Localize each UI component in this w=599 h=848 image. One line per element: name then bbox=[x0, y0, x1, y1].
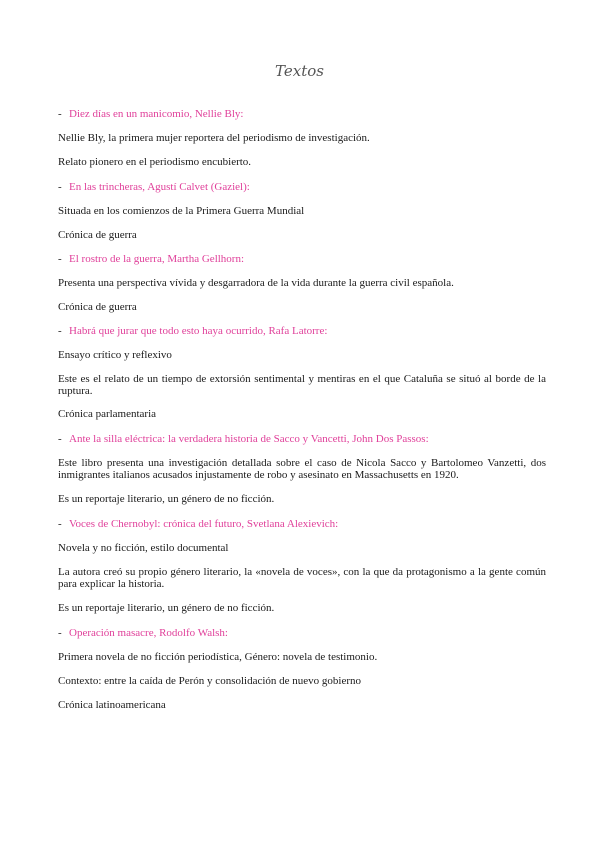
entry-heading-text: Ante la silla eléctrica: la verdadera historia de Sacco y Vancetti, John Dos Passos: bbox=[69, 433, 429, 445]
bullet-dash: - bbox=[58, 181, 62, 193]
bullet-dash: - bbox=[58, 253, 62, 265]
entry-paragraph: Es un reportaje literario, un género de no ficción. bbox=[58, 493, 275, 505]
entry-paragraph: Presenta una perspectiva vívida y desgarradora de la vida durante la guerra civil española. bbox=[58, 277, 454, 289]
entry-paragraph: Novela y no ficción, estilo documental bbox=[58, 542, 229, 554]
entry-heading bbox=[58, 325, 546, 337]
entry-heading bbox=[58, 253, 546, 265]
entry-paragraph: Crónica latinoamericana bbox=[58, 699, 166, 711]
bullet-dash: - bbox=[58, 108, 62, 120]
entry-paragraph: Es un reportaje literario, un género de no ficción. bbox=[58, 602, 275, 614]
bullet-dash: - bbox=[58, 433, 62, 445]
entry-heading-text: Diez días en un manicomio, Nellie Bly: bbox=[69, 108, 244, 120]
entry-paragraph: Nellie Bly, la primera mujer reportera del periodismo de investigación. bbox=[58, 132, 370, 144]
entry-heading bbox=[58, 627, 546, 639]
entry-paragraph: Este es el relato de un tiempo de extorsión sentimental y mentiras en el que Cataluña se situó al borde de la ruptura. bbox=[58, 373, 546, 397]
entry-paragraph: Contexto: entre la caída de Perón y consolidación de nuevo gobierno bbox=[58, 675, 362, 687]
bullet-dash: - bbox=[58, 518, 62, 530]
entry-paragraph: Primera novela de no ficción periodística, Género: novela de testimonio. bbox=[58, 651, 378, 663]
entry-heading-text: Voces de Chernobyl: crónica del futuro, Svetlana Alexievich: bbox=[69, 518, 339, 530]
entry-paragraph: Ensayo crítico y reflexivo bbox=[58, 349, 172, 361]
entry-heading-text: El rostro de la guerra, Martha Gellhorn: bbox=[69, 253, 245, 265]
entry-heading bbox=[58, 518, 546, 530]
entry-paragraph: Relato pionero en el periodismo encubierto. bbox=[58, 156, 252, 168]
entry-paragraph: Situada en los comienzos de la Primera Guerra Mundial bbox=[58, 205, 305, 217]
page-title: Textos bbox=[275, 62, 324, 80]
entry-paragraph: Crónica de guerra bbox=[58, 301, 137, 313]
entry-paragraph: Crónica de guerra bbox=[58, 229, 137, 241]
entry-heading bbox=[58, 433, 546, 445]
entry-paragraph: La autora creó su propio género literario, la «novela de voces», con la que da protagonismo a la gente común para explicar la historia. bbox=[58, 566, 546, 590]
entry-paragraph: Crónica parlamentaria bbox=[58, 408, 157, 420]
entry-heading-text: Habrá que jurar que todo esto haya ocurrido, Rafa Latorre: bbox=[69, 325, 328, 337]
entry-paragraph: Este libro presenta una investigación detallada sobre el caso de Nicola Sacco y Bartolomeo Vanzetti, dos inmigrantes italianos acusados injustamente de robo y asesinato en Massachusetts en 1920. bbox=[58, 457, 546, 481]
entry-heading bbox=[58, 181, 546, 193]
bullet-dash: - bbox=[58, 627, 62, 639]
entry-heading-text: Operación masacre, Rodolfo Walsh: bbox=[69, 627, 228, 639]
bullet-dash: - bbox=[58, 325, 62, 337]
entry-heading bbox=[58, 108, 546, 120]
entry-heading-text: En las trincheras, Agustí Calvet (Gaziel): bbox=[69, 181, 250, 193]
